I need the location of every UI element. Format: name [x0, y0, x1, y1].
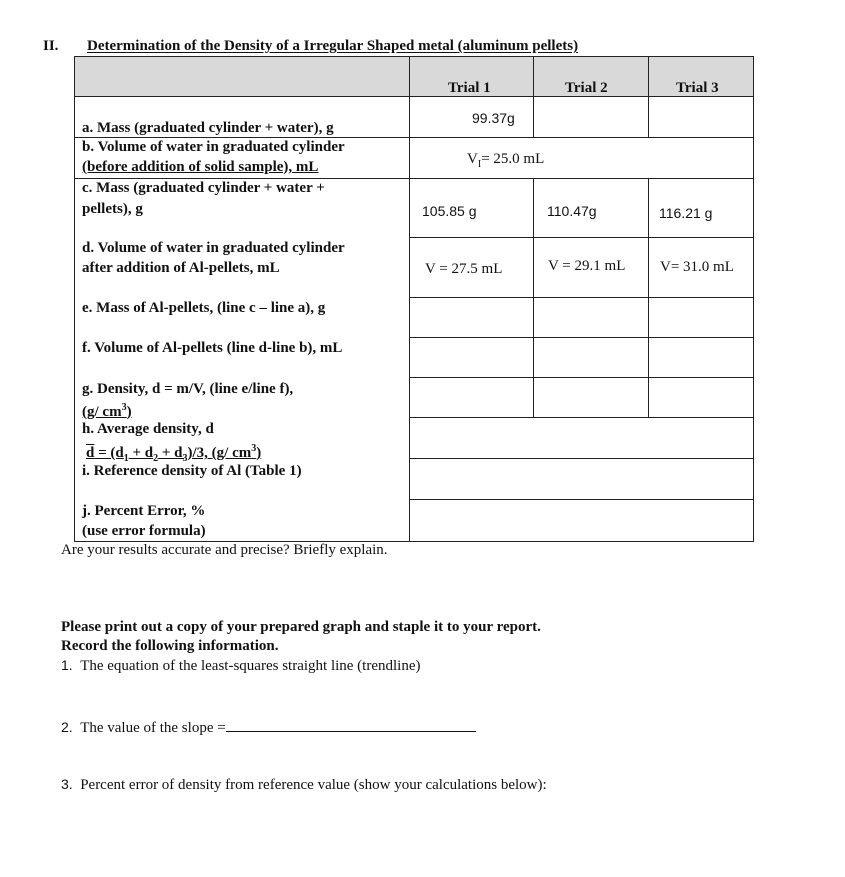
- row-c-value-trial-1: 105.85 g: [422, 203, 477, 219]
- row-e-label: e. Mass of Al-pellets, (line c – line a), g: [82, 300, 326, 316]
- question-3-number: 3.: [61, 776, 73, 792]
- table-border-left: [74, 56, 75, 542]
- table-divider: [409, 458, 754, 459]
- row-d-label-line2: after addition of Al-pellets, mL: [82, 260, 280, 276]
- row-j-label-line2: (use error formula): [82, 523, 206, 539]
- table-column-divider: [648, 178, 649, 418]
- question-2-text: The value of the slope =: [80, 720, 226, 736]
- question-2: [61, 717, 476, 737]
- table-divider: [409, 237, 754, 238]
- table-column-divider: [648, 56, 649, 137]
- density-table: [74, 56, 754, 542]
- question-3: [61, 776, 547, 794]
- row-d-label-line1: d. Volume of water in graduated cylinder: [82, 240, 345, 256]
- graph-instruction-line2: Record the following information.: [61, 638, 279, 654]
- question-3-text: Percent error of density from reference value (show your calculations below):: [80, 777, 547, 793]
- table-column-divider: [533, 178, 534, 418]
- row-g-label-line2: (g/ $cm^3$): [82, 402, 132, 420]
- row-c-value-trial-3: 116.21 g: [659, 205, 713, 221]
- row-b-value: $V_I= 25.0$ mL: [467, 151, 545, 170]
- graph-instruction-line1: Please print out a copy of your prepared graph and staple it to your report.: [61, 619, 541, 635]
- table-border-right: [753, 56, 754, 542]
- row-d-value-trial-2: V = 29.1 mL: [548, 258, 626, 274]
- accuracy-question: Are your results accurate and precise? Briefly explain.: [61, 542, 388, 558]
- table-divider: [409, 297, 754, 298]
- row-a-value: 99.37g: [472, 110, 515, 126]
- table-column-divider: [409, 56, 410, 542]
- slope-answer-blank[interactable]: [226, 717, 476, 732]
- row-h-formula: $d = (d_1 + d_2 + d_3)/3$, (g/ $cm^3$): [86, 443, 262, 464]
- table-divider: [74, 96, 754, 97]
- row-i-label: i. Reference density of Al (Table 1): [82, 463, 302, 479]
- row-d-value-trial-3: V= 31.0 mL: [660, 259, 734, 275]
- row-a-label: a. Mass (graduated cylinder + water), g: [82, 120, 334, 136]
- row-d-value-trial-1: V = 27.5 mL: [425, 261, 503, 277]
- table-header-background: [75, 57, 753, 96]
- header-trial-1: Trial 1: [448, 80, 491, 96]
- row-c-value-trial-2: 110.47g: [547, 203, 597, 219]
- table-divider: [409, 499, 754, 500]
- question-1: [61, 657, 421, 675]
- row-b-label-line2: (before addition of solid sample), mL: [82, 159, 319, 175]
- section-title: Determination of the Density of a Irregular Shaped metal (aluminum pellets): [87, 38, 579, 54]
- table-divider: [409, 337, 754, 338]
- header-trial-3: Trial 3: [676, 80, 719, 96]
- row-c-label-line1: c. Mass (graduated cylinder + water +: [82, 180, 325, 196]
- table-divider: [409, 417, 754, 418]
- question-1-text: The equation of the least-squares straight line (trendline): [80, 658, 421, 674]
- header-trial-2: Trial 2: [565, 80, 608, 96]
- row-j-label-line1: j. Percent Error, %: [82, 503, 206, 519]
- row-b-label-line1: b. Volume of water in graduated cylinder: [82, 139, 345, 155]
- question-1-number: 1.: [61, 657, 73, 673]
- question-2-number: 2.: [61, 719, 73, 735]
- row-f-label: f. Volume of Al-pellets (line d-line b), mL: [82, 340, 343, 356]
- row-c-label-line2: pellets), g: [82, 201, 143, 217]
- row-g-label-line1: g. Density, d = m/V, (line e/line f),: [82, 381, 294, 397]
- table-divider: [409, 377, 754, 378]
- table-border-top: [74, 56, 754, 57]
- row-h-label: h. Average density, d: [82, 421, 214, 437]
- table-column-divider: [533, 56, 534, 137]
- section-number: II.: [43, 38, 59, 54]
